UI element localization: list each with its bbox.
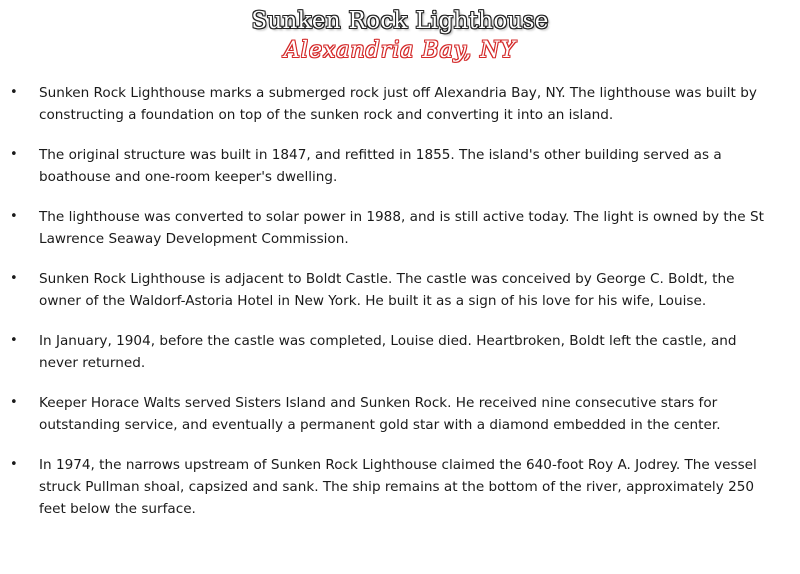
slide-title: Sunken Rock Lighthouse	[251, 8, 549, 34]
bullet-icon: •	[10, 209, 18, 224]
bullet-item	[0, 330, 800, 374]
bullet-text: Sunken Rock Lighthouse marks a submerged rock just off Alexandria Bay, NY. The lighthouse was built by constructing a foundation on top of the sunken rock and converting it into an island.	[39, 85, 757, 123]
bullet-icon: •	[10, 395, 18, 410]
bullet-icon: •	[10, 147, 18, 162]
bullet-item	[0, 392, 800, 436]
slide-subtitle: Alexandria Bay, NY	[284, 38, 516, 63]
bullet-item	[0, 206, 800, 250]
bullet-text: The lighthouse was converted to solar power in 1988, and is still active today. The light is owned by the St Lawrence Seaway Development Commission.	[39, 209, 764, 247]
bullet-item	[0, 268, 800, 312]
bullet-item	[0, 454, 800, 520]
bullet-text: Sunken Rock Lighthouse is adjacent to Boldt Castle. The castle was conceived by George C. Boldt, the owner of the Waldorf-Astoria Hotel in New York. He built it as a sign of his love for his wife, Louise.	[39, 271, 735, 309]
bullet-item	[0, 82, 800, 126]
bullet-text: In 1974, the narrows upstream of Sunken Rock Lighthouse claimed the 640-foot Roy A. Jodrey. The vessel struck Pullman shoal, capsized and sank. The ship remains at the bottom of the river, approximately 250 feet below the surface.	[39, 457, 757, 517]
bullet-list	[0, 82, 800, 538]
bullet-icon: •	[10, 333, 18, 348]
bullet-text: The original structure was built in 1847, and refitted in 1855. The island's other building served as a boathouse and one-room keeper's dwelling.	[39, 147, 722, 185]
bullet-icon: •	[10, 457, 18, 472]
bullet-icon: •	[10, 85, 18, 100]
bullet-item	[0, 144, 800, 188]
bullet-icon: •	[10, 271, 18, 286]
bullet-text: Keeper Horace Walts served Sisters Island and Sunken Rock. He received nine consecutive stars for outstanding service, and eventually a permanent gold star with a diamond embedded in the center.	[39, 395, 721, 433]
bullet-text: In January, 1904, before the castle was completed, Louise died. Heartbroken, Boldt left the castle, and never returned.	[39, 333, 737, 371]
